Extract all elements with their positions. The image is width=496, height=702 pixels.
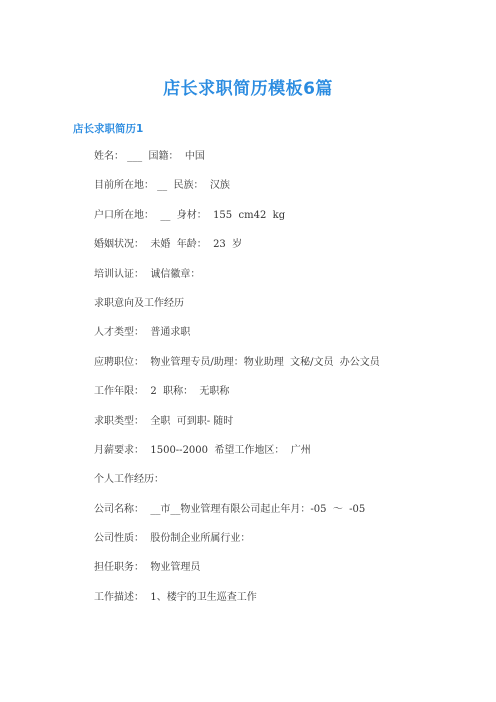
resume-line-marital: 婚姻状况： 未婚 年龄： 23 岁 (94, 239, 243, 251)
resume-line-position: 应聘职位： 物业管理专员/助理：物业助理 文秘/文员 办公文员 (94, 356, 380, 368)
resume-line-years: 工作年限： 2 职称： 无职称 (94, 386, 230, 398)
resume-line-certification: 培训认证： 诚信徽章： (94, 268, 201, 280)
resume-line-intent-heading: 求职意向及工作经历 (94, 297, 184, 309)
resume-body (94, 150, 474, 620)
resume-line-company: 公司名称： __市__物业管理有限公司起止年月：-05 ～ -05 (94, 503, 366, 515)
resume-line-job-type: 求职类型： 全职 可到职- 随时 (94, 415, 234, 427)
resume-line-company-type: 公司性质： 股份制企业所属行业： (94, 533, 251, 545)
resume-line-hukou: 户口所在地： __ 身材： 155 cm42 kg (94, 209, 286, 221)
resume-line-role: 担任职务： 物业管理员 (94, 562, 201, 574)
resume-line-experience-heading: 个人工作经历： (94, 474, 164, 486)
section-heading: 店长求职简历1 (73, 123, 144, 135)
resume-line-location: 目前所在地： __ 民族： 汉族 (94, 180, 230, 192)
document-title: 店长求职简历模板6篇 (163, 79, 333, 99)
resume-line-name: 姓名： ___ 国籍： 中国 (94, 151, 205, 162)
resume-line-description: 工作描述： 1、楼宇的卫生巡查工作 (94, 591, 257, 603)
resume-line-talent-type: 人才类型： 普通求职 (94, 327, 191, 339)
resume-line-salary: 月薪要求： 1500--2000 希望工作地区： 广州 (94, 444, 311, 456)
